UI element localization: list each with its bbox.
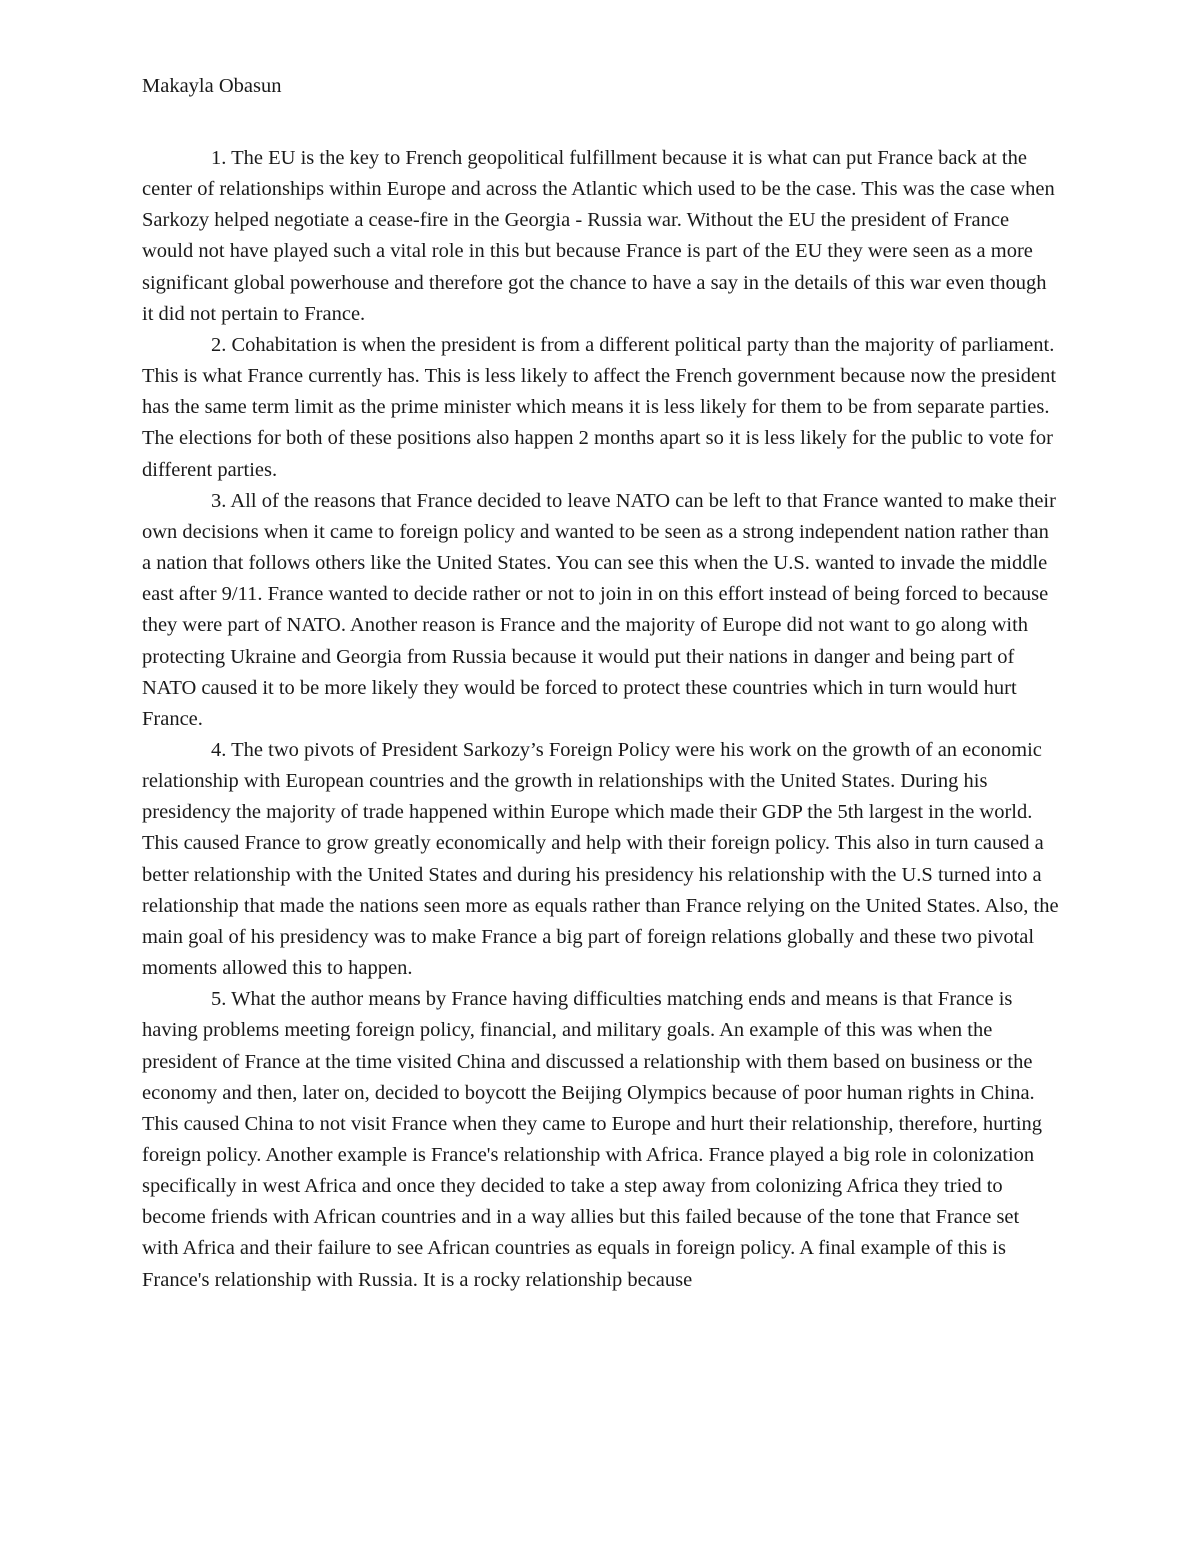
answer-paragraph-2: 2. Cohabitation is when the president is from a different political party than the majority of parliament. This is what France currently has. This is less likely to affect the French government because now the president has the same term limit as the prime minister which means it is less likely for them to be from separate parties. The elections for both of these positions also happen 2 months apart so it is less likely for the public to vote for different parties. xyxy=(142,333,1057,481)
author-name: Makayla Obasun xyxy=(142,75,282,97)
answer-paragraph-4: 4. The two pivots of President Sarkozy’s Foreign Policy were his work on the growth of an economic relationship with European countries and the growth in relationships with the United States. During his presidency the majority of trade happened within Europe which made their GDP the 5th largest in the world. This caused France to grow greatly economically and help with their foreign policy. This also in turn caused a better relationship with the United States and during his presidency his relationship with the U.S turned into a relationship that made the nations seen more as equals rather than France relying on the United States. Also, the main goal of his presidency was to make France a big part of foreign relations globally and these two pivotal moments allowed this to happen. xyxy=(142,738,1059,980)
document-body xyxy=(142,143,1060,1296)
answer-paragraph-5: 5. What the author means by France having difficulties matching ends and means is that France is having problems meeting foreign policy, financial, and military goals. An example of this was when the president of France at the time visited China and discussed a relationship with them based on business or the economy and then, later on, decided to boycott the Beijing Olympics because of poor human rights in China. This caused China to not visit France when they came to Europe and hurt their relationship, therefore, hurting foreign policy. Another example is France's relationship with Africa. France played a big role in colonization specifically in west Africa and once they decided to take a step away from colonizing Africa they tried to become friends with African countries and in a way allies but this failed because of the tone that France set with Africa and their failure to see African countries as equals in foreign policy. A final example of this is France's relationship with Russia. It is a rocky relationship because xyxy=(142,988,1043,1291)
answer-paragraph-1: 1. The EU is the key to French geopolitical fulfillment because it is what can put France back at the center of relationships within Europe and across the Atlantic which used to be the case. This was the case when Sarkozy helped negotiate a cease-fire in the Georgia - Russia war. Without the EU the president of France would not have played such a vital role in this but because France is part of the EU they were seen as a more significant global powerhouse and therefore got the chance to have a say in the details of this war even though it did not pertain to France. xyxy=(142,147,1055,325)
answer-paragraph-3: 3. All of the reasons that France decided to leave NATO can be left to that France wanted to make their own decisions when it came to foreign policy and wanted to be seen as a strong independent nation rather than a nation that follows others like the United States. You can see this when the U.S. wanted to invade the middle east after 9/11. France wanted to decide rather or not to join in on this effort instead of being forced to because they were part of NATO. Another reason is France and the majority of Europe did not want to go along with protecting Ukraine and Georgia from Russia because it would put their nations in danger and being part of NATO caused it to be more likely they would be forced to protect these countries which in turn would hurt France. xyxy=(142,489,1056,730)
